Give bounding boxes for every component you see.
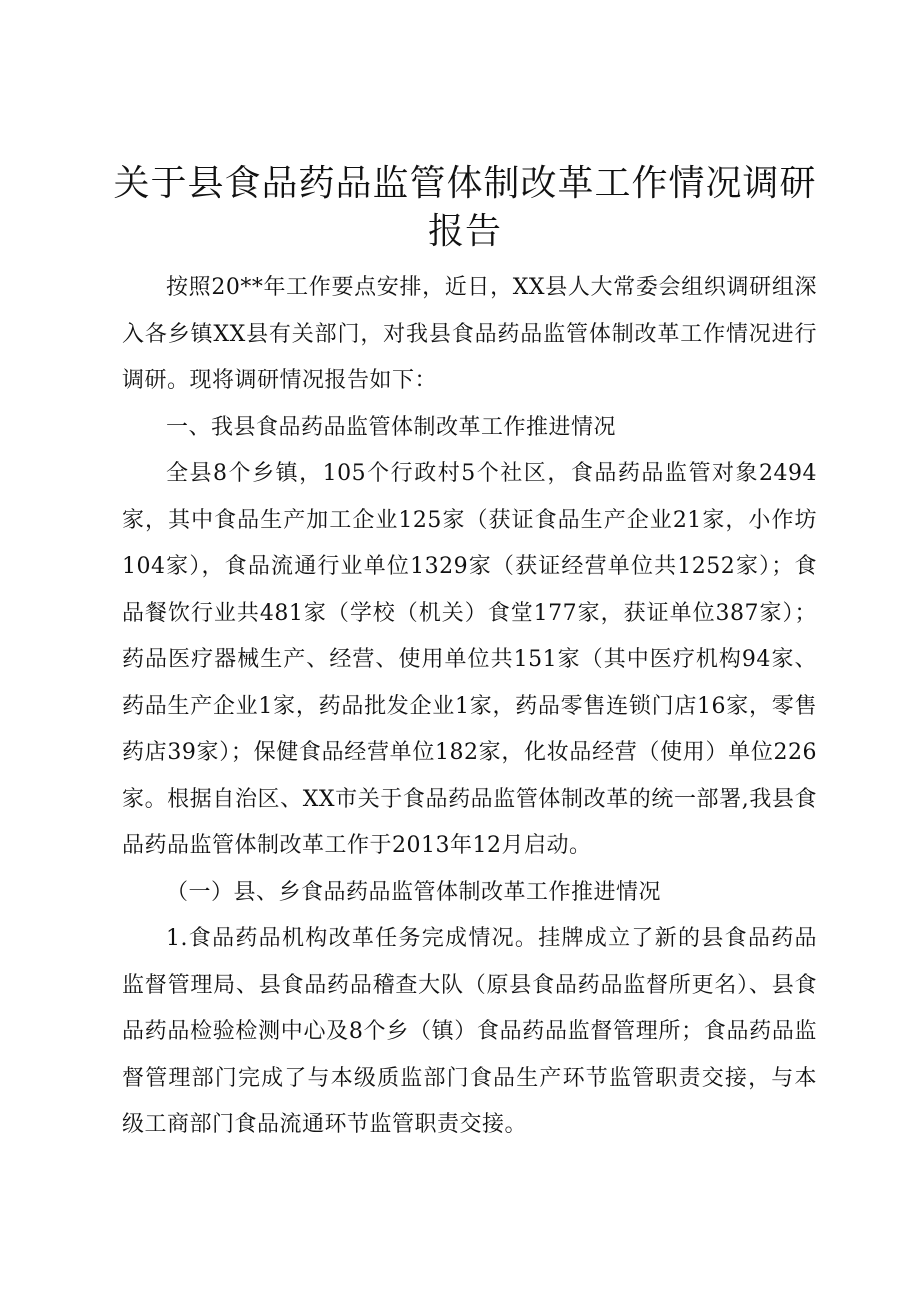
statistics-paragraph: 全县8个乡镇，105个行政村5个社区，食品药品监管对象2494家，其中食品生产加工企业125家（获证食品生产企业21家，小作坊104家），食品流通行业单位1329家（获证经营单位共1252家）；食品餐饮行业共481家（学校（机关）食堂177家，获证单位387家）；药品医疗器械生产、经营、使用单位共151家（其中医疗机构94家、药品生产企业1家，药品批发企业1家，药品零售连锁门店16家，零售药店39家）；保健食品经营单位182家，化妆品经营（使用）单位226家。根据自治区、XX市关于食品药品监管体制改革的统一部署,我县食品药品监管体制改革工作于2013年12月启动。 <box>122 461 817 858</box>
subsection-heading-1: （一）县、乡食品药品监管体制改革工作推进情况 <box>166 879 662 905</box>
reform-task-paragraph: 1.食品药品机构改革任务完成情况。挂牌成立了新的县食品药品监督管理局、县食品药品稽查大队（原县食品药品监督所更名）、县食品药品检验检测中心及8个乡（镇）食品药品监督管理所；食品药品监督管理部门完成了与本级质监部门食品生产环节监管职责交接，与本级工商部门食品流通环节监管职责交接。 <box>122 926 817 1137</box>
intro-paragraph: 按照20**年工作要点安排，近日，XX县人大常委会组织调研组深入各乡镇XX县有关部门，对我县食品药品监管体制改革工作情况进行调研。现将调研情况报告如下： <box>122 275 817 393</box>
document-title: 关于县食品药品监管体制改革工作情况调研报告 <box>113 163 817 252</box>
document-body <box>122 265 817 1149</box>
section-heading-1: 一、我县食品药品监管体制改革工作推进情况 <box>166 414 617 440</box>
